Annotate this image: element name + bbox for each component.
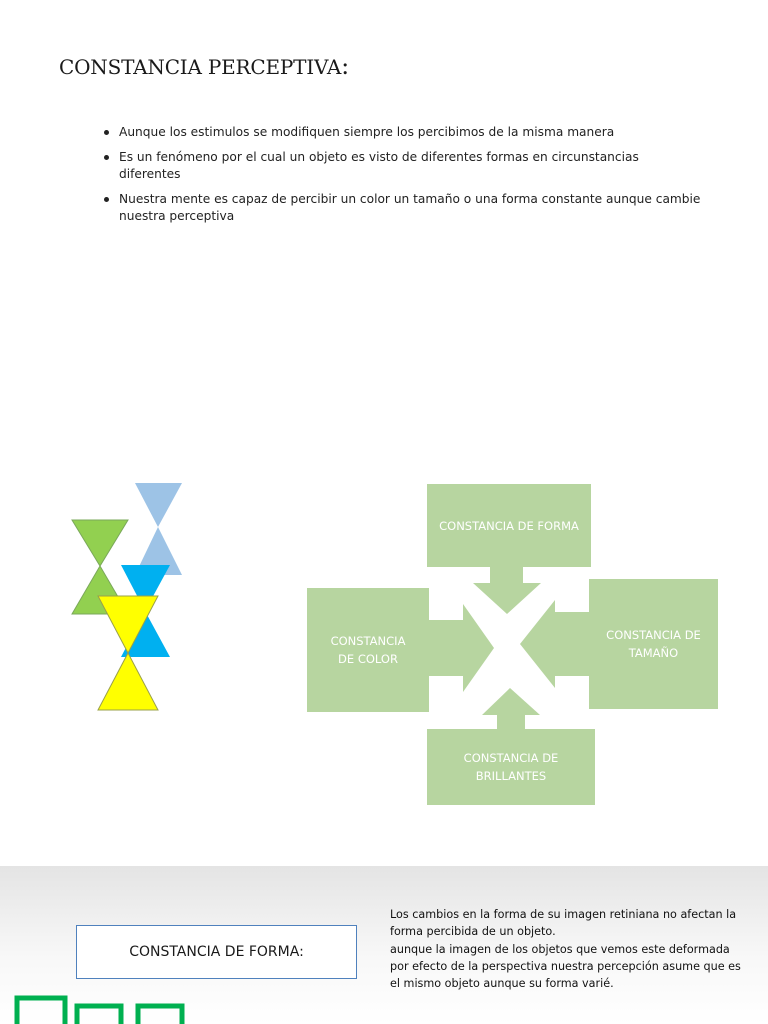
slide-constancia-forma — [0, 866, 768, 1024]
green-square-1 — [17, 998, 65, 1024]
slide-title-colon: : — [341, 52, 350, 80]
description-line: forma percibida de un objeto. — [390, 925, 556, 939]
box-label: CONSTANCIA DE FORMA — [439, 518, 579, 533]
arrow-left — [520, 600, 590, 688]
arrow-up — [482, 688, 540, 730]
slide-gap — [0, 838, 768, 866]
arrow-right — [428, 604, 494, 692]
box-constancia-brillantes — [427, 729, 595, 805]
bullet-item: Nuestra mente es capaz de percibir un color un tamaño o una forma constante aunque cambie nuestra perceptiva — [104, 191, 704, 225]
forma-heading-box — [76, 925, 357, 979]
box-constancia-forma — [427, 484, 591, 567]
bullet-item: Aunque los estimulos se modifiquen siempre los percibimos de la misma manera — [104, 124, 704, 141]
arrow-down — [473, 566, 541, 614]
description-line: Los cambios en la forma de su imagen retiniana no afectan la — [390, 908, 737, 921]
box-constancia-color — [307, 588, 429, 712]
box-label: CONSTANCIA DE TAMAÑO — [606, 628, 701, 660]
green-square-3 — [138, 1006, 182, 1024]
green-square-2 — [77, 1006, 121, 1024]
slide-title-text: CONSTANCIA PERCEPTIVA — [59, 55, 342, 79]
description-line: aunque la imagen de los objetos que vemos este deformada — [390, 942, 730, 956]
description-line: el mismo objeto aunque su forma varié. — [390, 977, 614, 991]
box-constancia-tamano — [589, 579, 718, 709]
forma-heading: CONSTANCIA DE FORMA: — [129, 944, 304, 960]
box-label: CONSTANCIA DE COLOR — [330, 634, 406, 666]
forma-description — [390, 906, 760, 992]
description-line: por efecto de la perspectiva nuestra percepción asume que es — [390, 959, 741, 973]
bullet-item: Es un fenómeno por el cual un objeto es visto de diferentes formas en circunstancias diferentes — [104, 149, 704, 183]
green-squares-decoration — [0, 988, 200, 1024]
box-label: CONSTANCIA DE BRILLANTES — [463, 751, 559, 783]
